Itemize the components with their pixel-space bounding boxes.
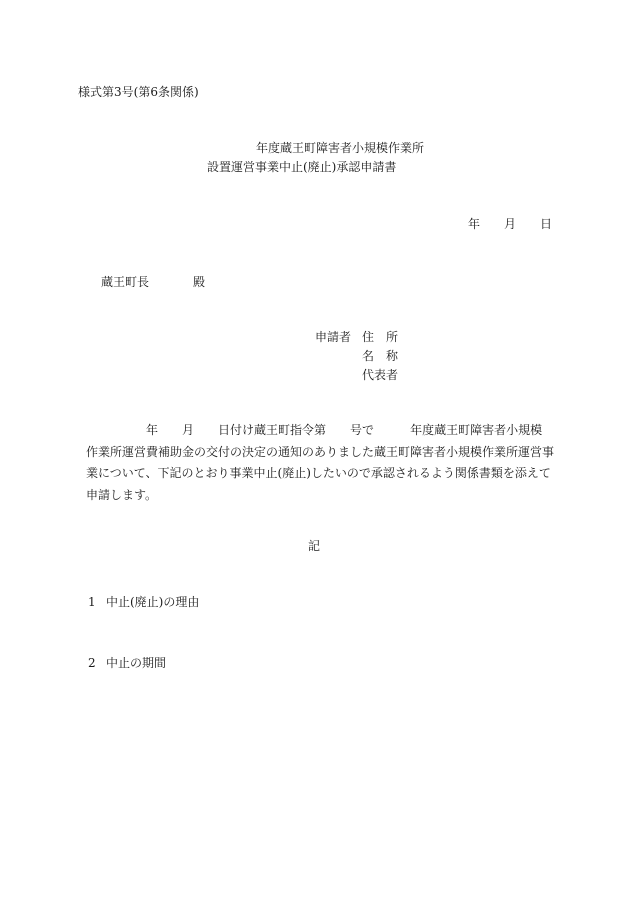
applicant-address-label: 住所 xyxy=(362,330,411,344)
item-number: 1 xyxy=(88,595,96,609)
date-year: 年 xyxy=(468,217,481,231)
body-order-text: 日付け蔵王町指令第 xyxy=(218,423,327,437)
document-title-line-1: 年度蔵王町障害者小規模作業所 xyxy=(256,141,425,155)
applicant-label: 申請者 xyxy=(315,330,352,344)
document-title-line-2: 設置運営事業中止(廃止)承認申請書 xyxy=(207,160,397,174)
date-line xyxy=(468,218,552,230)
item-label: 中止の期間 xyxy=(106,656,167,670)
item-reason xyxy=(88,596,199,608)
body-line-3: 業について、下記のとおり事業中止(廃止)したいので承認されるよう関係書類を添えて xyxy=(86,466,551,480)
body-paragraph xyxy=(86,420,556,506)
body-month: 月 xyxy=(182,423,195,437)
body-line-1-rest: 年度蔵王町障害者小規模 xyxy=(410,423,543,437)
recipient-name: 蔵王町長 xyxy=(101,275,150,289)
date-month: 月 xyxy=(504,217,517,231)
ki-heading: 記 xyxy=(308,539,321,553)
date-day: 日 xyxy=(540,217,553,231)
item-number: 2 xyxy=(88,656,96,670)
body-order-number: 号で xyxy=(350,423,375,437)
body-line-2: 作業所運営費補助金の交付の決定の通知のありました蔵王町障害者小規模作業所運営事 xyxy=(86,444,555,459)
item-label: 中止(廃止)の理由 xyxy=(106,595,200,609)
recipient xyxy=(101,276,205,288)
form-number: 様式第3号(第6条関係) xyxy=(78,85,199,99)
recipient-honorific: 殿 xyxy=(193,275,206,289)
body-year: 年 xyxy=(146,423,159,437)
body-line-1 xyxy=(86,420,556,442)
body-line-4: 申請します。 xyxy=(86,487,158,502)
item-period xyxy=(88,657,166,669)
applicant-name-label: 名称 xyxy=(362,349,411,363)
applicant-representative-label: 代表者 xyxy=(362,368,399,382)
